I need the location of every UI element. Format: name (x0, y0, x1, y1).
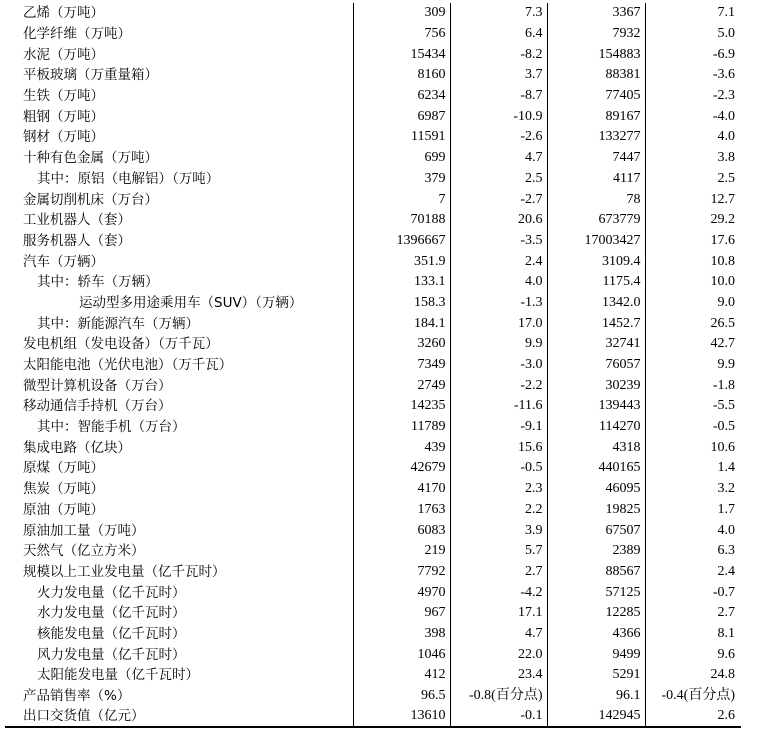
table-body (5, 3, 741, 727)
ytd-value-cell: 3367 (547, 3, 645, 24)
month-value-cell: 1396667 (353, 231, 450, 252)
ytd-growth-cell: 5.0 (645, 24, 741, 45)
month-value-cell: 219 (353, 541, 450, 562)
month-growth-cell: 3.7 (450, 65, 547, 86)
month-growth-cell: -9.1 (450, 417, 547, 438)
product-name-cell: 十种有色金属（万吨） (23, 150, 158, 167)
month-growth-cell: 4.7 (450, 624, 547, 645)
product-name-cell: 产品销售率（%） (23, 688, 131, 705)
month-growth-cell: -2.6 (450, 127, 547, 148)
month-value-cell: 158.3 (353, 293, 450, 314)
table-row (5, 251, 741, 272)
table-row (5, 293, 741, 314)
product-name-cell: 其中：新能源汽车（万辆） (37, 315, 199, 332)
ytd-value-cell: 673779 (547, 210, 645, 231)
product-name-cell: 天然气（亿立方米） (23, 543, 145, 560)
month-growth-cell: -2.7 (450, 189, 547, 210)
table-row (5, 3, 741, 24)
product-name-cell: 微型计算机设备（万台） (23, 377, 172, 394)
month-value-cell: 309 (353, 3, 450, 24)
product-name-cell: 水泥（万吨） (23, 46, 104, 63)
table-row (5, 686, 741, 707)
ytd-growth-cell: 9.0 (645, 293, 741, 314)
product-name-cell: 其中：智能手机（万台） (37, 419, 186, 436)
month-value-cell: 4170 (353, 479, 450, 500)
table-row (5, 520, 741, 541)
table-row (5, 706, 741, 727)
table-row (5, 313, 741, 334)
ytd-value-cell: 57125 (547, 582, 645, 603)
ytd-value-cell: 78 (547, 189, 645, 210)
month-value-cell: 351.9 (353, 251, 450, 272)
ytd-growth-cell: 2.4 (645, 562, 741, 583)
month-growth-cell: -0.5 (450, 458, 547, 479)
month-growth-cell: 2.4 (450, 251, 547, 272)
ytd-value-cell: 7932 (547, 24, 645, 45)
month-value-cell: 14235 (353, 396, 450, 417)
table-row (5, 210, 741, 231)
month-growth-cell: -10.9 (450, 106, 547, 127)
ytd-value-cell: 4318 (547, 437, 645, 458)
ytd-growth-cell: -6.9 (645, 44, 741, 65)
ytd-value-cell: 4117 (547, 169, 645, 190)
table-row (5, 624, 741, 645)
product-name-cell: 太阳能电池（光伏电池）（万千瓦） (23, 357, 233, 374)
month-growth-cell: -0.8(百分点) (450, 686, 547, 707)
ytd-value-cell: 440165 (547, 458, 645, 479)
industrial-output-table (5, 3, 741, 728)
product-name-cell: 太阳能发电量（亿千瓦时） (37, 667, 199, 684)
ytd-value-cell: 154883 (547, 44, 645, 65)
table-row (5, 396, 741, 417)
product-name-cell: 运动型多用途乘用车（SUV）（万辆） (79, 294, 303, 311)
ytd-value-cell: 89167 (547, 106, 645, 127)
ytd-growth-cell: 42.7 (645, 334, 741, 355)
month-value-cell: 412 (353, 665, 450, 686)
ytd-growth-cell: 7.1 (645, 3, 741, 24)
ytd-value-cell: 77405 (547, 86, 645, 107)
table-row (5, 665, 741, 686)
ytd-growth-cell: 1.7 (645, 500, 741, 521)
month-growth-cell: 3.9 (450, 520, 547, 541)
ytd-growth-cell: -1.8 (645, 375, 741, 396)
month-growth-cell: -2.2 (450, 375, 547, 396)
ytd-value-cell: 30239 (547, 375, 645, 396)
ytd-growth-cell: -4.0 (645, 106, 741, 127)
month-value-cell: 4970 (353, 582, 450, 603)
ytd-growth-cell: 29.2 (645, 210, 741, 231)
ytd-growth-cell: -0.7 (645, 582, 741, 603)
month-value-cell: 7792 (353, 562, 450, 583)
month-value-cell: 398 (353, 624, 450, 645)
product-name-cell: 粗钢（万吨） (23, 108, 104, 125)
product-name-cell: 规模以上工业发电量（亿千瓦时） (23, 563, 226, 580)
month-value-cell: 2749 (353, 375, 450, 396)
ytd-value-cell: 3109.4 (547, 251, 645, 272)
table-row (5, 86, 741, 107)
ytd-growth-cell: 2.5 (645, 169, 741, 190)
ytd-value-cell: 88567 (547, 562, 645, 583)
month-value-cell: 1763 (353, 500, 450, 521)
month-value-cell: 3260 (353, 334, 450, 355)
ytd-value-cell: 67507 (547, 520, 645, 541)
product-name-cell: 原油（万吨） (23, 501, 104, 518)
product-name-cell: 金属切削机床（万台） (23, 191, 158, 208)
table-row (5, 24, 741, 45)
month-value-cell: 184.1 (353, 313, 450, 334)
table-row (5, 231, 741, 252)
month-value-cell: 15434 (353, 44, 450, 65)
month-value-cell: 6234 (353, 86, 450, 107)
ytd-growth-cell: 26.5 (645, 313, 741, 334)
ytd-growth-cell: 2.6 (645, 706, 741, 727)
ytd-growth-cell: 3.8 (645, 148, 741, 169)
month-value-cell: 42679 (353, 458, 450, 479)
product-name-cell: 生铁（万吨） (23, 88, 104, 105)
product-name-cell: 乙烯（万吨） (23, 5, 104, 22)
ytd-value-cell: 1175.4 (547, 272, 645, 293)
ytd-growth-cell: 24.8 (645, 665, 741, 686)
month-value-cell: 6083 (353, 520, 450, 541)
table-row (5, 106, 741, 127)
month-value-cell: 8160 (353, 65, 450, 86)
table-row (5, 127, 741, 148)
month-growth-cell: 9.9 (450, 334, 547, 355)
ytd-growth-cell: 12.7 (645, 189, 741, 210)
month-value-cell: 1046 (353, 644, 450, 665)
month-growth-cell: -3.0 (450, 355, 547, 376)
month-growth-cell: -4.2 (450, 582, 547, 603)
month-value-cell: 379 (353, 169, 450, 190)
product-name-cell: 其中：轿车（万辆） (37, 274, 159, 291)
ytd-value-cell: 139443 (547, 396, 645, 417)
table-row (5, 458, 741, 479)
month-growth-cell: 7.3 (450, 3, 547, 24)
table-row (5, 272, 741, 293)
table-row (5, 148, 741, 169)
month-growth-cell: 20.6 (450, 210, 547, 231)
month-growth-cell: 2.3 (450, 479, 547, 500)
month-growth-cell: 4.0 (450, 272, 547, 293)
month-growth-cell: 23.4 (450, 665, 547, 686)
month-growth-cell: -0.1 (450, 706, 547, 727)
ytd-growth-cell: 6.3 (645, 541, 741, 562)
product-name-cell: 核能发电量（亿千瓦时） (37, 625, 186, 642)
ytd-growth-cell: 4.0 (645, 127, 741, 148)
ytd-value-cell: 2389 (547, 541, 645, 562)
product-name-cell: 焦炭（万吨） (23, 481, 104, 498)
ytd-value-cell: 12285 (547, 603, 645, 624)
ytd-value-cell: 46095 (547, 479, 645, 500)
month-growth-cell: 2.2 (450, 500, 547, 521)
month-value-cell: 133.1 (353, 272, 450, 293)
table-row (5, 644, 741, 665)
table-row (5, 500, 741, 521)
ytd-growth-cell: -5.5 (645, 396, 741, 417)
month-growth-cell: 17.1 (450, 603, 547, 624)
ytd-growth-cell: 2.7 (645, 603, 741, 624)
ytd-value-cell: 76057 (547, 355, 645, 376)
ytd-value-cell: 32741 (547, 334, 645, 355)
month-growth-cell: -3.5 (450, 231, 547, 252)
month-value-cell: 699 (353, 148, 450, 169)
month-value-cell: 967 (353, 603, 450, 624)
ytd-value-cell: 88381 (547, 65, 645, 86)
product-name-cell: 风力发电量（亿千瓦时） (37, 646, 186, 663)
table-row (5, 541, 741, 562)
month-growth-cell: 6.4 (450, 24, 547, 45)
table-row (5, 355, 741, 376)
table-row (5, 417, 741, 438)
ytd-growth-cell: 10.8 (645, 251, 741, 272)
product-name-cell: 移动通信手持机（万台） (23, 398, 172, 415)
month-growth-cell: -8.2 (450, 44, 547, 65)
ytd-value-cell: 1342.0 (547, 293, 645, 314)
table-row (5, 169, 741, 190)
ytd-growth-cell: 3.2 (645, 479, 741, 500)
ytd-growth-cell: 4.0 (645, 520, 741, 541)
product-name-cell: 集成电路（亿块） (23, 439, 131, 456)
ytd-growth-cell: -3.6 (645, 65, 741, 86)
table-row (5, 44, 741, 65)
ytd-growth-cell: -0.5 (645, 417, 741, 438)
product-name-cell: 平板玻璃（万重量箱） (23, 67, 158, 84)
ytd-value-cell: 4366 (547, 624, 645, 645)
ytd-value-cell: 114270 (547, 417, 645, 438)
month-growth-cell: 4.7 (450, 148, 547, 169)
month-value-cell: 96.5 (353, 686, 450, 707)
month-value-cell: 439 (353, 437, 450, 458)
product-name-cell: 汽车（万辆） (23, 253, 104, 270)
ytd-growth-cell: 17.6 (645, 231, 741, 252)
table-row (5, 375, 741, 396)
month-value-cell: 7349 (353, 355, 450, 376)
product-name-cell: 水力发电量（亿千瓦时） (37, 605, 186, 622)
ytd-value-cell: 142945 (547, 706, 645, 727)
ytd-value-cell: 9499 (547, 644, 645, 665)
month-value-cell: 11591 (353, 127, 450, 148)
month-value-cell: 70188 (353, 210, 450, 231)
ytd-value-cell: 1452.7 (547, 313, 645, 334)
ytd-value-cell: 19825 (547, 500, 645, 521)
month-value-cell: 13610 (353, 706, 450, 727)
table-row (5, 562, 741, 583)
month-growth-cell: 2.7 (450, 562, 547, 583)
ytd-growth-cell: 8.1 (645, 624, 741, 645)
product-name-cell: 化学纤维（万吨） (23, 26, 131, 43)
month-growth-cell: -11.6 (450, 396, 547, 417)
product-name-cell: 工业机器人（套） (23, 212, 131, 229)
month-growth-cell: 5.7 (450, 541, 547, 562)
ytd-value-cell: 7447 (547, 148, 645, 169)
ytd-value-cell: 5291 (547, 665, 645, 686)
product-name-cell: 钢材（万吨） (23, 129, 104, 146)
table-row (5, 65, 741, 86)
product-name-cell: 服务机器人（套） (23, 232, 131, 249)
month-value-cell: 11789 (353, 417, 450, 438)
product-name-cell: 原油加工量（万吨） (23, 522, 145, 539)
month-growth-cell: -1.3 (450, 293, 547, 314)
ytd-value-cell: 96.1 (547, 686, 645, 707)
month-growth-cell: 17.0 (450, 313, 547, 334)
month-growth-cell: 2.5 (450, 169, 547, 190)
ytd-growth-cell: 10.6 (645, 437, 741, 458)
ytd-growth-cell: -2.3 (645, 86, 741, 107)
ytd-growth-cell: -0.4(百分点) (645, 686, 741, 707)
ytd-growth-cell: 1.4 (645, 458, 741, 479)
table-row (5, 603, 741, 624)
month-growth-cell: 22.0 (450, 644, 547, 665)
product-name-cell: 发电机组（发电设备）（万千瓦） (23, 336, 219, 353)
table-row (5, 189, 741, 210)
product-name-cell: 原煤（万吨） (23, 460, 104, 477)
month-value-cell: 7 (353, 189, 450, 210)
table-row (5, 479, 741, 500)
month-value-cell: 756 (353, 24, 450, 45)
ytd-growth-cell: 9.9 (645, 355, 741, 376)
month-value-cell: 6987 (353, 106, 450, 127)
month-growth-cell: -8.7 (450, 86, 547, 107)
ytd-value-cell: 17003427 (547, 231, 645, 252)
ytd-value-cell: 133277 (547, 127, 645, 148)
product-name-cell: 其中：原铝（电解铝）（万吨） (37, 170, 220, 187)
product-name-cell: 出口交货值（亿元） (5, 706, 353, 727)
ytd-growth-cell: 9.6 (645, 644, 741, 665)
table-row (5, 334, 741, 355)
product-name-cell: 火力发电量（亿千瓦时） (37, 584, 186, 601)
ytd-growth-cell: 10.0 (645, 272, 741, 293)
table-row (5, 437, 741, 458)
month-growth-cell: 15.6 (450, 437, 547, 458)
table-row (5, 582, 741, 603)
